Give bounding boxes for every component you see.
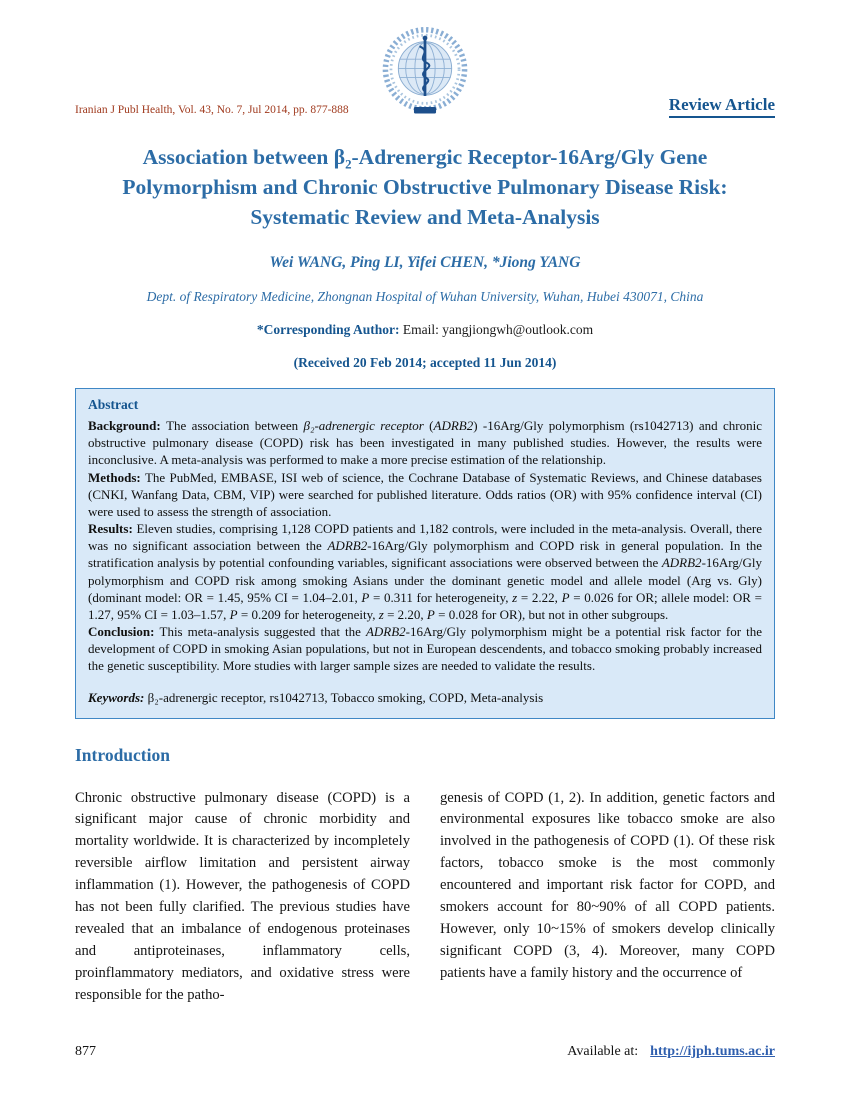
corresponding-author-email: Email: yangjiongwh@outlook.com xyxy=(399,322,594,338)
journal-citation: Iranian J Publ Health, Vol. 43, No. 7, Jul 2014, pp. 877-888 xyxy=(75,104,349,116)
abstract-conclusion-label: Conclusion: xyxy=(88,623,160,639)
abstract-methods xyxy=(88,469,762,520)
introduction-heading: Introduction xyxy=(75,744,170,765)
body-columns xyxy=(75,788,775,1007)
abstract-conclusion-text: This meta-analysis suggested that the ADRB2-16Arg/Gly polymorphism might be a potential risk factor for the development of COPD in smoking Asian populations, but not in European descendents, and tobacco smoking probably increased the genetic susceptibility. More studies with larger sample sizes are needed to validate the results. xyxy=(88,623,762,674)
page-footer xyxy=(75,1044,775,1060)
journal-url-link[interactable]: http://ijph.tums.ac.ir xyxy=(650,1044,775,1059)
keywords-label: Keywords: xyxy=(88,690,148,706)
journal-logo-wrap xyxy=(379,24,471,122)
author-affiliation: Dept. of Respiratory Medicine, Zhongnan Hospital of Wuhan University, Wuhan, Hubei 430071, China xyxy=(146,289,704,305)
abstract-heading: Abstract xyxy=(88,397,139,413)
received-accepted-dates: (Received 20 Feb 2014; accepted 11 Jun 2014) xyxy=(293,355,557,371)
intro-left-column: Chronic obstructive pulmonary disease (COPD) is a significant major cause of chronic morbidity and mortality worldwide. It is characterized by incompletely reversible airflow limitation and persistent airway inflammation (1). However, the pathogenesis of COPD has not been fully clarified. The previous studies have revealed that an imbalance of endogenous proteinases and antiproteinases, inflammatory cells, proinflammatory mediators, and oxidative stress were responsible for the patho- xyxy=(75,789,410,1003)
abstract-conclusion xyxy=(88,623,762,674)
corresponding-author-label: *Corresponding Author: xyxy=(256,322,400,338)
abstract-background xyxy=(88,417,762,468)
intro-right-column: genesis of COPD (1, 2). In addition, genetic factors and environmental exposures like tobacco smoke are also involved in the pathogenesis of COPD (1). Of these risk factors, tobacco smoke is the most commonly encountered and important risk factor for COPD, and smokers account for 80~90% of all COPD patients. However, only 10~15% of smokers develop clinically significant COPD (3, 4). Moreover, many COPD patients have a family history and the occurrence of xyxy=(440,789,775,981)
available-at xyxy=(567,1044,775,1060)
abstract-results-text: Eleven studies, comprising 1,128 COPD patients and 1,182 controls, were included in the meta-analysis. Overall, there was no significant association between the ADRB2-16Arg/Gly polymorphism and COPD risk in general population. In the stratification analysis by potential confounding variables, significant associations were observed between the ADRB2-16Arg/Gly polymorphism and COPD risk among smoking Asians under the dominant genetic model and allele model (Arg vs. Gly) (dominant model: OR = 1.45, 95% CI = 1.04–2.01, P = 0.311 for heterogeneity, z = 2.22, P = 0.026 for OR; allele model: OR = 1.27, 95% CI = 1.03–1.57, P = 0.209 for heterogeneity, z = 2.20, P = 0.028 for OR), but not in other subgroups. xyxy=(88,521,762,622)
article-type-badge: Review Article xyxy=(669,95,775,118)
who-emblem-logo-icon xyxy=(379,24,471,122)
abstract-methods-label: Methods: xyxy=(88,469,145,485)
keywords-text: β₂-adrenergic receptor, rs1042713, Tobacco smoking, COPD, Meta-analysis xyxy=(147,690,544,706)
abstract-results-label: Results: xyxy=(88,521,137,537)
article-title: Association between β₂-Adrenergic Receptor-16Arg/Gly Gene Polymorphism and Chronic Obstructive Pulmonary Disease Risk: Systematic Review and Meta-Analysis xyxy=(122,145,728,230)
author-list: Wei WANG, Ping LI, Yifei CHEN, *Jiong YANG xyxy=(269,254,581,272)
page-header xyxy=(75,24,775,122)
available-at-label: Available at: xyxy=(567,1044,639,1059)
abstract-box xyxy=(75,388,775,718)
keywords-line xyxy=(88,689,762,706)
abstract-background-label: Background: xyxy=(88,418,167,434)
corresponding-author-line xyxy=(75,322,775,338)
abstract-methods-text: The PubMed, EMBASE, ISI web of science, the Cochrane Database of Systematic Reviews, and Chinese databases (CNKI, Wanfang Data, CBM, VIP) were searched for published literature. Odds ratios (OR) with 95% confidence interval (CI) were used to assess the strength of association. xyxy=(88,469,762,519)
page-number: 877 xyxy=(75,1044,96,1059)
abstract-background-text: The association between β₂-adrenergic receptor (ADRB2) -16Arg/Gly polymorphism (rs1042713) and chronic obstructive pulmonary disease (COPD) risk has been investigated in many published studies. However, the results were inconclusive. A meta-analysis was performed to make a more precise estimation of the relationship. xyxy=(88,418,762,468)
abstract-results xyxy=(88,520,762,623)
